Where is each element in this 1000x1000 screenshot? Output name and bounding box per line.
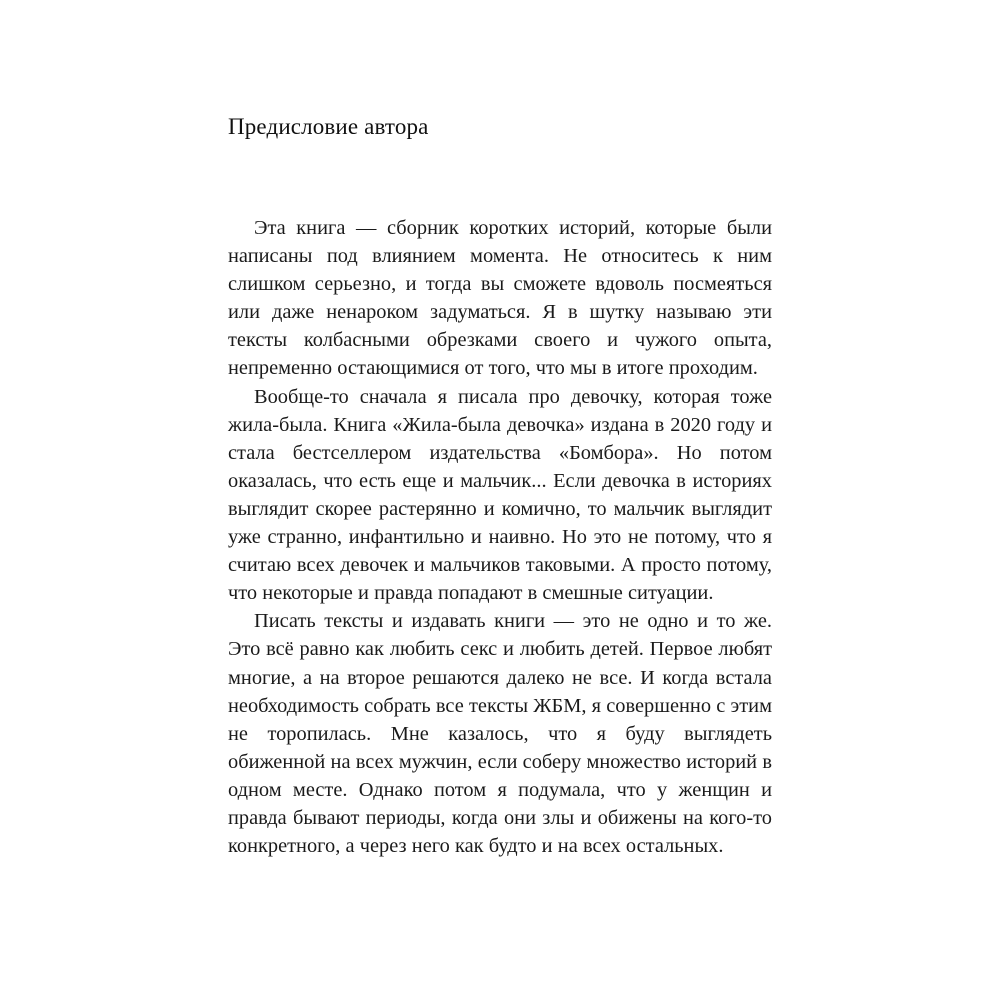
paragraph: Эта книга — сборник коротких историй, которые были написаны под влиянием момента. Не относитесь к ним слишком серьезно, и тогда вы сможете вдоволь посмеяться или даже ненароком задуматься. Я в шутку называю эти тексты колбасными обрезками своего и чужого опыта, непременно остающимися от того, что мы в итоге проходим. [228,217,772,380]
text-column [228,112,772,860]
body-text [228,214,772,860]
paragraph: Писать тексты и издавать книги — это не одно и то же. Это всё равно как любить секс и любить детей. Первое любят многие, а на второе решаются далеко не все. И когда встала необходимость собрать все тексты ЖБМ, я совершенно с этим не торопилась. Мне казалось, что я буду выглядеть обиженной на всех мужчин, если соберу множество историй в одном месте. Однако потом я подумала, что у женщин и правда бывают периоды, когда они злы и обижены на кого-то конкретного, а через него как будто и на всех остальных. [228,610,772,858]
page-title: Предисловие автора [228,114,429,139]
paragraph: Вообще-то сначала я писала про девочку, которая тоже жила-была. Книга «Жила-была девочка» издана в 2020 году и стала бестселлером издательства «Бомбора». Но потом оказалась, что есть еще и мальчик... Если девочка в историях выглядит скорее растерянно и комично, то мальчик выглядит уже странно, инфантильно и наивно. Но это не потому, что я считаю всех девочек и мальчиков таковыми. А просто потому, что некоторые и правда попадают в смешные ситуации. [228,385,772,605]
